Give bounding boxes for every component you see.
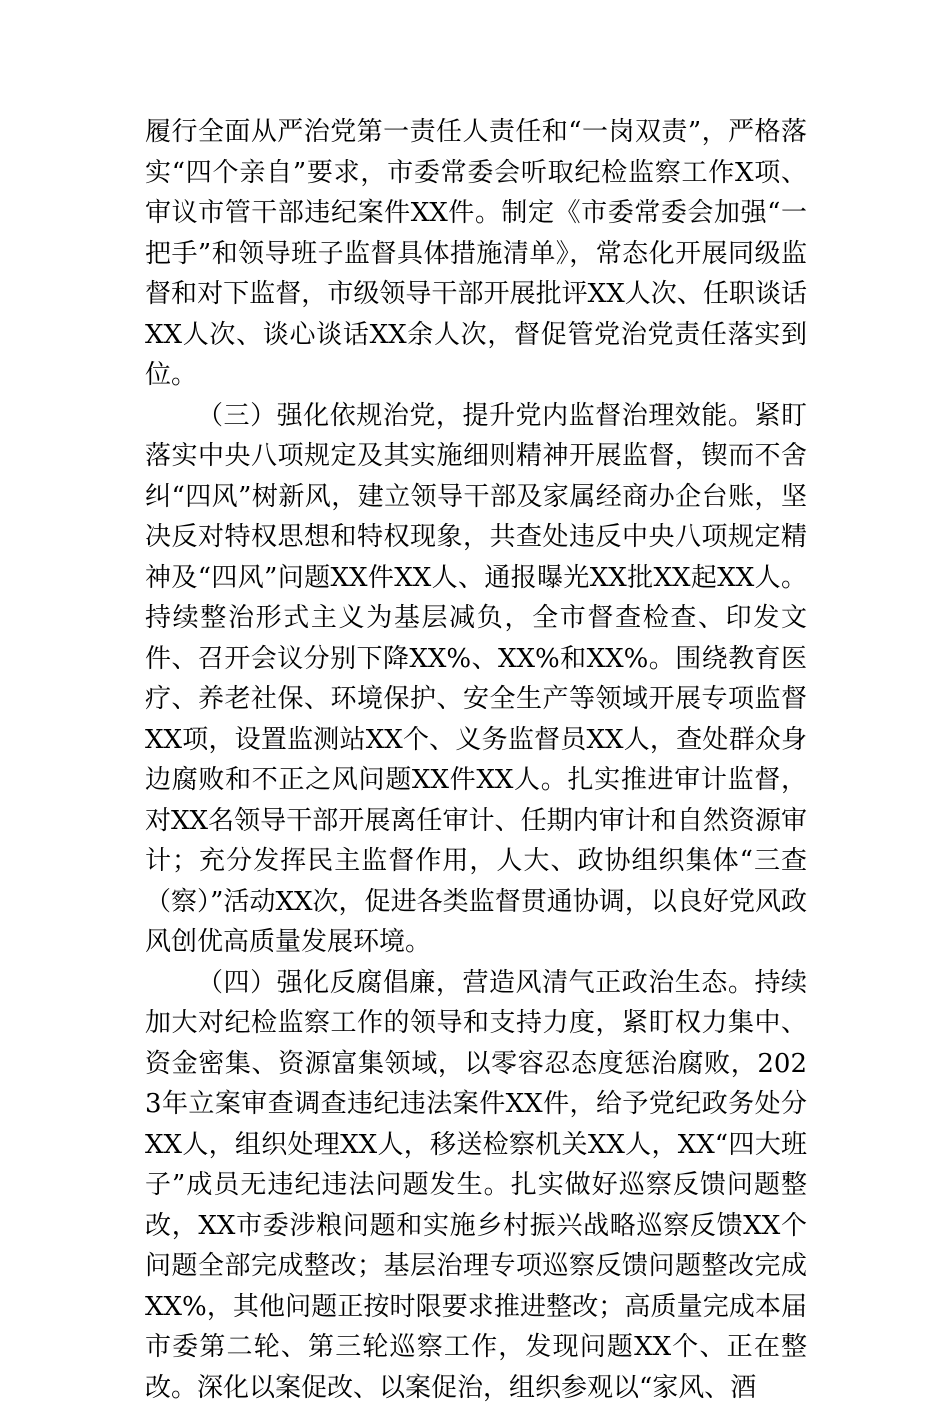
paragraph-section-four: （四）强化反腐倡廉，营造风清气正政治生态。持续加大对纪检监察工作的领导和支持力度，紧盯权力集中、资金密集、资源富集领域，以零容忍态度惩治腐败，2023年立案审查调查违纪违法案件XX件，给予党纪政务处分XX人，组织处理XX人，移送检察机关XX人，XX“四大班子”成员无违纪违法问题发生。扎实做好巡察反馈问题整改，XX市委涉粮问题和实施乡村振兴战略巡察反馈XX个问题全部完成整改；基层治理专项巡察反馈问题整改完成XX%，其他问题正按时限要求推进整改；高质量完成本届市委第二轮、第三轮巡察工作，发现问题XX个、正在整改。深化以案促改、以案促治，组织参观以“家风、酒 <box>145 963 807 1408</box>
document-body <box>145 112 807 1408</box>
paragraph-continuation: 履行全面从严治党第一责任人责任和“一岗双责”，严格落实“四个亲自”要求，市委常委会听取纪检监察工作X项、审议市管干部违纪案件XX件。制定《市委常委会加强“一把手”和领导班子监督具体措施清单》，常态化开展同级监督和对下监督，市级领导干部开展批评XX人次、任职谈话XX人次、谈心谈话XX余人次，督促管党治党责任落实到位。 <box>145 112 807 396</box>
paragraph-section-three: （三）强化依规治党，提升党内监督治理效能。紧盯落实中央八项规定及其实施细则精神开展监督，锲而不舍纠“四风”树新风，建立领导干部及家属经商办企台账，坚决反对特权思想和特权现象，共查处违反中央八项规定精神及“四风”问题XX件XX人、通报曝光XX批XX起XX人。持续整治形式主义为基层减负，全市督查检查、印发文件、召开会议分别下降XX%、XX%和XX%。围绕教育医疗、养老社保、环境保护、安全生产等领域开展专项监督XX项，设置监测站XX个、义务监督员XX人，查处群众身边腐败和不正之风问题XX件XX人。扎实推进审计监督，对XX名领导干部开展离任审计、任期内审计和自然资源审计；充分发挥民主监督作用，人大、政协组织集体“三查（察）”活动XX次，促进各类监督贯通协调，以良好党风政风创优高质量发展环境。 <box>145 396 807 963</box>
